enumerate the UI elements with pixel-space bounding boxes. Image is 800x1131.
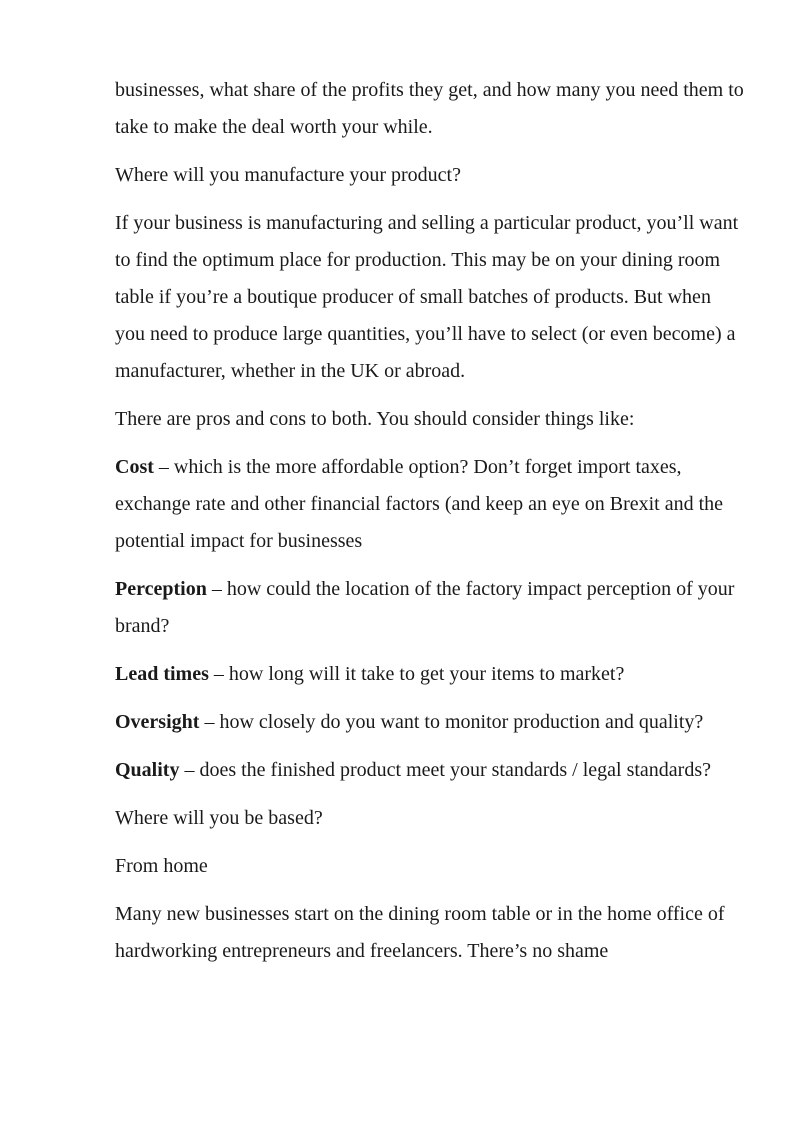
consideration-text: – how could the location of the factory impact perception of your brand?	[115, 578, 735, 637]
paragraph-production-place: If your business is manufacturing and selling a particular product, you’ll want to find the optimum place for production. This may be on your dining room table if you’re a boutique producer of small batches of products. But when you need to produce large quantities, you’ll have to select (or even become) a manufacturer, whether in the UK or abroad.	[115, 212, 739, 382]
consideration-text: – does the finished product meet your standards / legal standards?	[179, 759, 711, 781]
consideration-lead-times	[115, 656, 745, 693]
consideration-quality	[115, 752, 745, 789]
consideration-text: – how long will it take to get your items to market?	[208, 663, 625, 685]
consideration-perception	[115, 571, 745, 645]
consideration-cost	[115, 449, 745, 560]
heading-from-home: From home	[115, 855, 208, 877]
document-page	[115, 72, 745, 981]
heading-manufacture-location: Where will you manufacture your product?	[115, 164, 461, 186]
consideration-term: Quality	[115, 759, 180, 781]
consideration-term: Cost	[115, 456, 154, 478]
paragraph-partners-profit: businesses, what share of the profits they get, and how many you need them to take to make the deal worth your while.	[115, 79, 744, 138]
consideration-oversight	[115, 704, 745, 741]
consideration-term: Perception	[115, 578, 207, 600]
consideration-term: Lead times	[115, 663, 209, 685]
consideration-term: Oversight	[115, 711, 200, 733]
paragraph-pros-cons: There are pros and cons to both. You should consider things like:	[115, 408, 635, 430]
paragraph-home-businesses: Many new businesses start on the dining room table or in the home office of hardworking entrepreneurs and freelancers. There’s no shame	[115, 903, 725, 962]
heading-business-base: Where will you be based?	[115, 807, 323, 829]
consideration-text: – which is the more affordable option? Don’t forget import taxes, exchange rate and other financial factors (and keep an eye on Brexit and the potential impact for businesses	[115, 456, 724, 552]
consideration-text: – how closely do you want to monitor production and quality?	[199, 711, 704, 733]
